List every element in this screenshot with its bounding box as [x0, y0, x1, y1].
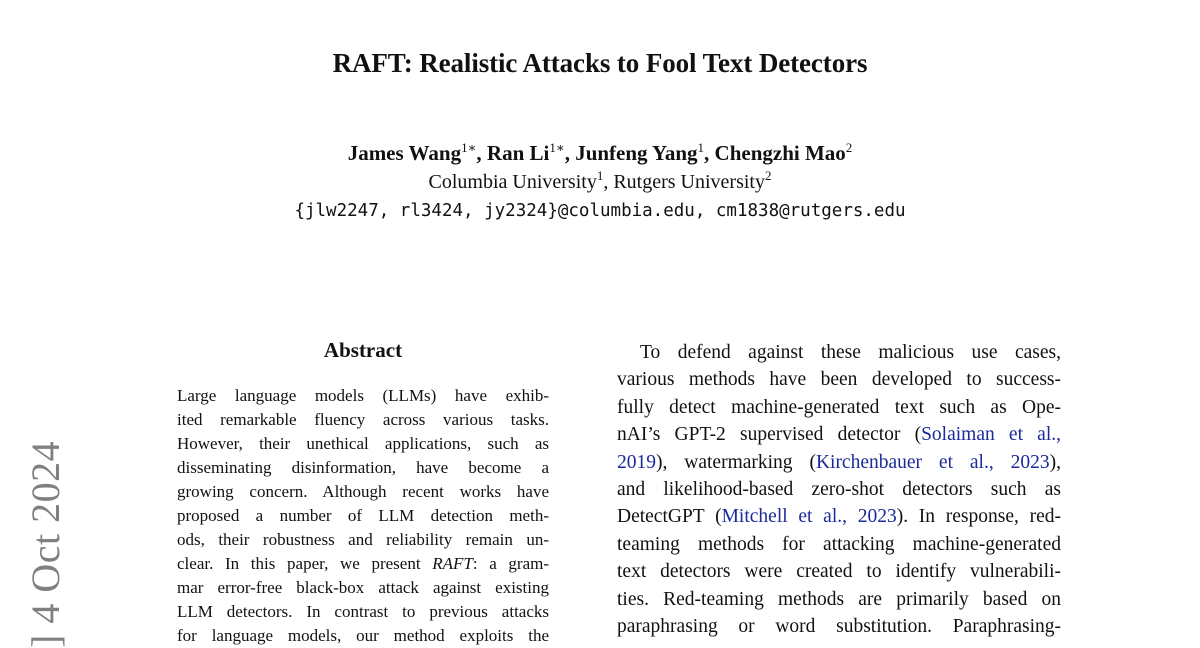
abstract-line: ited remarkable fluency across various tasks. — [177, 410, 549, 429]
abstract-line: growing concern. Although recent works have — [177, 482, 549, 501]
paper-title: RAFT: Realistic Attacks to Fool Text Detectors — [332, 48, 868, 78]
abstract-line — [177, 552, 549, 576]
intro-line: paraphrasing or word substitution. Paraphrasing- — [617, 616, 1061, 638]
author-name: Junfeng Yang — [575, 141, 698, 165]
affiliation-sup: 1 — [596, 168, 604, 183]
affiliations: Columbia University$^1$, Rutgers University$^2$ — [428, 168, 772, 193]
intro-line: and likelihood-based zero-shot detectors such as — [617, 479, 1061, 501]
intro-line: To defend against these malicious use cases, — [640, 342, 1061, 363]
intro-line: teaming methods for attacking machine-generated — [617, 533, 1061, 555]
abstract-heading: Abstract — [323, 338, 403, 362]
author-list: James Wang$^{1∗}$, Ran $Li^{1∗}$, Junfeng Yang$^1$, Chengzhi Mao$^2$ — [347, 140, 853, 165]
abstract-line: ods, their robustness and reliability remain un- — [177, 530, 549, 549]
abstract-line-text: : a gram- — [472, 554, 549, 573]
abstract-line: proposed a number of LLM detection meth- — [177, 506, 549, 525]
citation-link-mitchell[interactable]: Mitchell et al., 2023 — [721, 506, 897, 528]
intro-line — [617, 503, 1061, 530]
author-sup: 2 — [845, 140, 853, 155]
intro-line: text detectors were created to identify vulnerabili- — [617, 561, 1061, 583]
abstract-line: disseminating disinformation, have become a — [177, 458, 549, 477]
abstract-line: Large language models (LLMs) have exhib- — [177, 386, 549, 405]
citation-link-kirchenbauer[interactable]: Kirchenbauer et al., 2023 — [815, 451, 1050, 473]
abstract-line: LLM detectors. In contrast to previous attacks — [177, 602, 549, 621]
intro-text: nAI’s GPT-2 supervised detector ( — [617, 424, 922, 446]
abstract-line: mar error-free black-box attack against existing — [177, 578, 549, 597]
author-sup: 1 — [697, 140, 705, 155]
intro-line: ties. Red-teaming methods are primarily based on — [617, 588, 1061, 610]
author-sup: 1∗ — [549, 140, 565, 155]
affiliation-name: Columbia University — [428, 171, 597, 193]
raft-name: RAFT — [432, 554, 473, 573]
intro-column — [617, 339, 1061, 640]
author-emails: {jlw2247, rl3424, jy2324}@columbia.edu, cm1838@rutgers.edu — [294, 201, 906, 221]
intro-line: various methods have been developed to success- — [617, 369, 1061, 391]
arxiv-date-stamp: ] 4 Oct 2024 — [23, 440, 68, 648]
citation-link-solaiman[interactable]: Solaiman et al., — [921, 424, 1061, 446]
author-sup: 1∗ — [461, 140, 477, 155]
abstract-line: However, their unethical applications, such as — [177, 434, 549, 453]
intro-text: ), watermarking ( — [656, 451, 816, 473]
author-name: Ran Li — [486, 141, 550, 165]
affiliation-sup: 2 — [764, 168, 772, 183]
intro-text: ). In response, red- — [896, 506, 1061, 528]
author-name: Chengzhi Mao — [714, 141, 846, 165]
intro-line — [617, 449, 1061, 476]
intro-text: DetectGPT ( — [617, 506, 722, 528]
abstract-line: for language models, our method exploits the — [177, 626, 549, 645]
abstract-body — [177, 384, 549, 648]
affiliation-name: Rutgers University — [613, 171, 765, 193]
abstract-line-text: clear. In this paper, we present — [177, 554, 433, 573]
intro-line — [617, 421, 1061, 448]
author-name: James Wang — [347, 141, 462, 165]
intro-text: ), — [1049, 451, 1061, 473]
intro-line: fully detect machine-generated text such as Ope- — [617, 396, 1061, 418]
citation-link-solaiman-year[interactable]: 2019 — [617, 451, 656, 473]
